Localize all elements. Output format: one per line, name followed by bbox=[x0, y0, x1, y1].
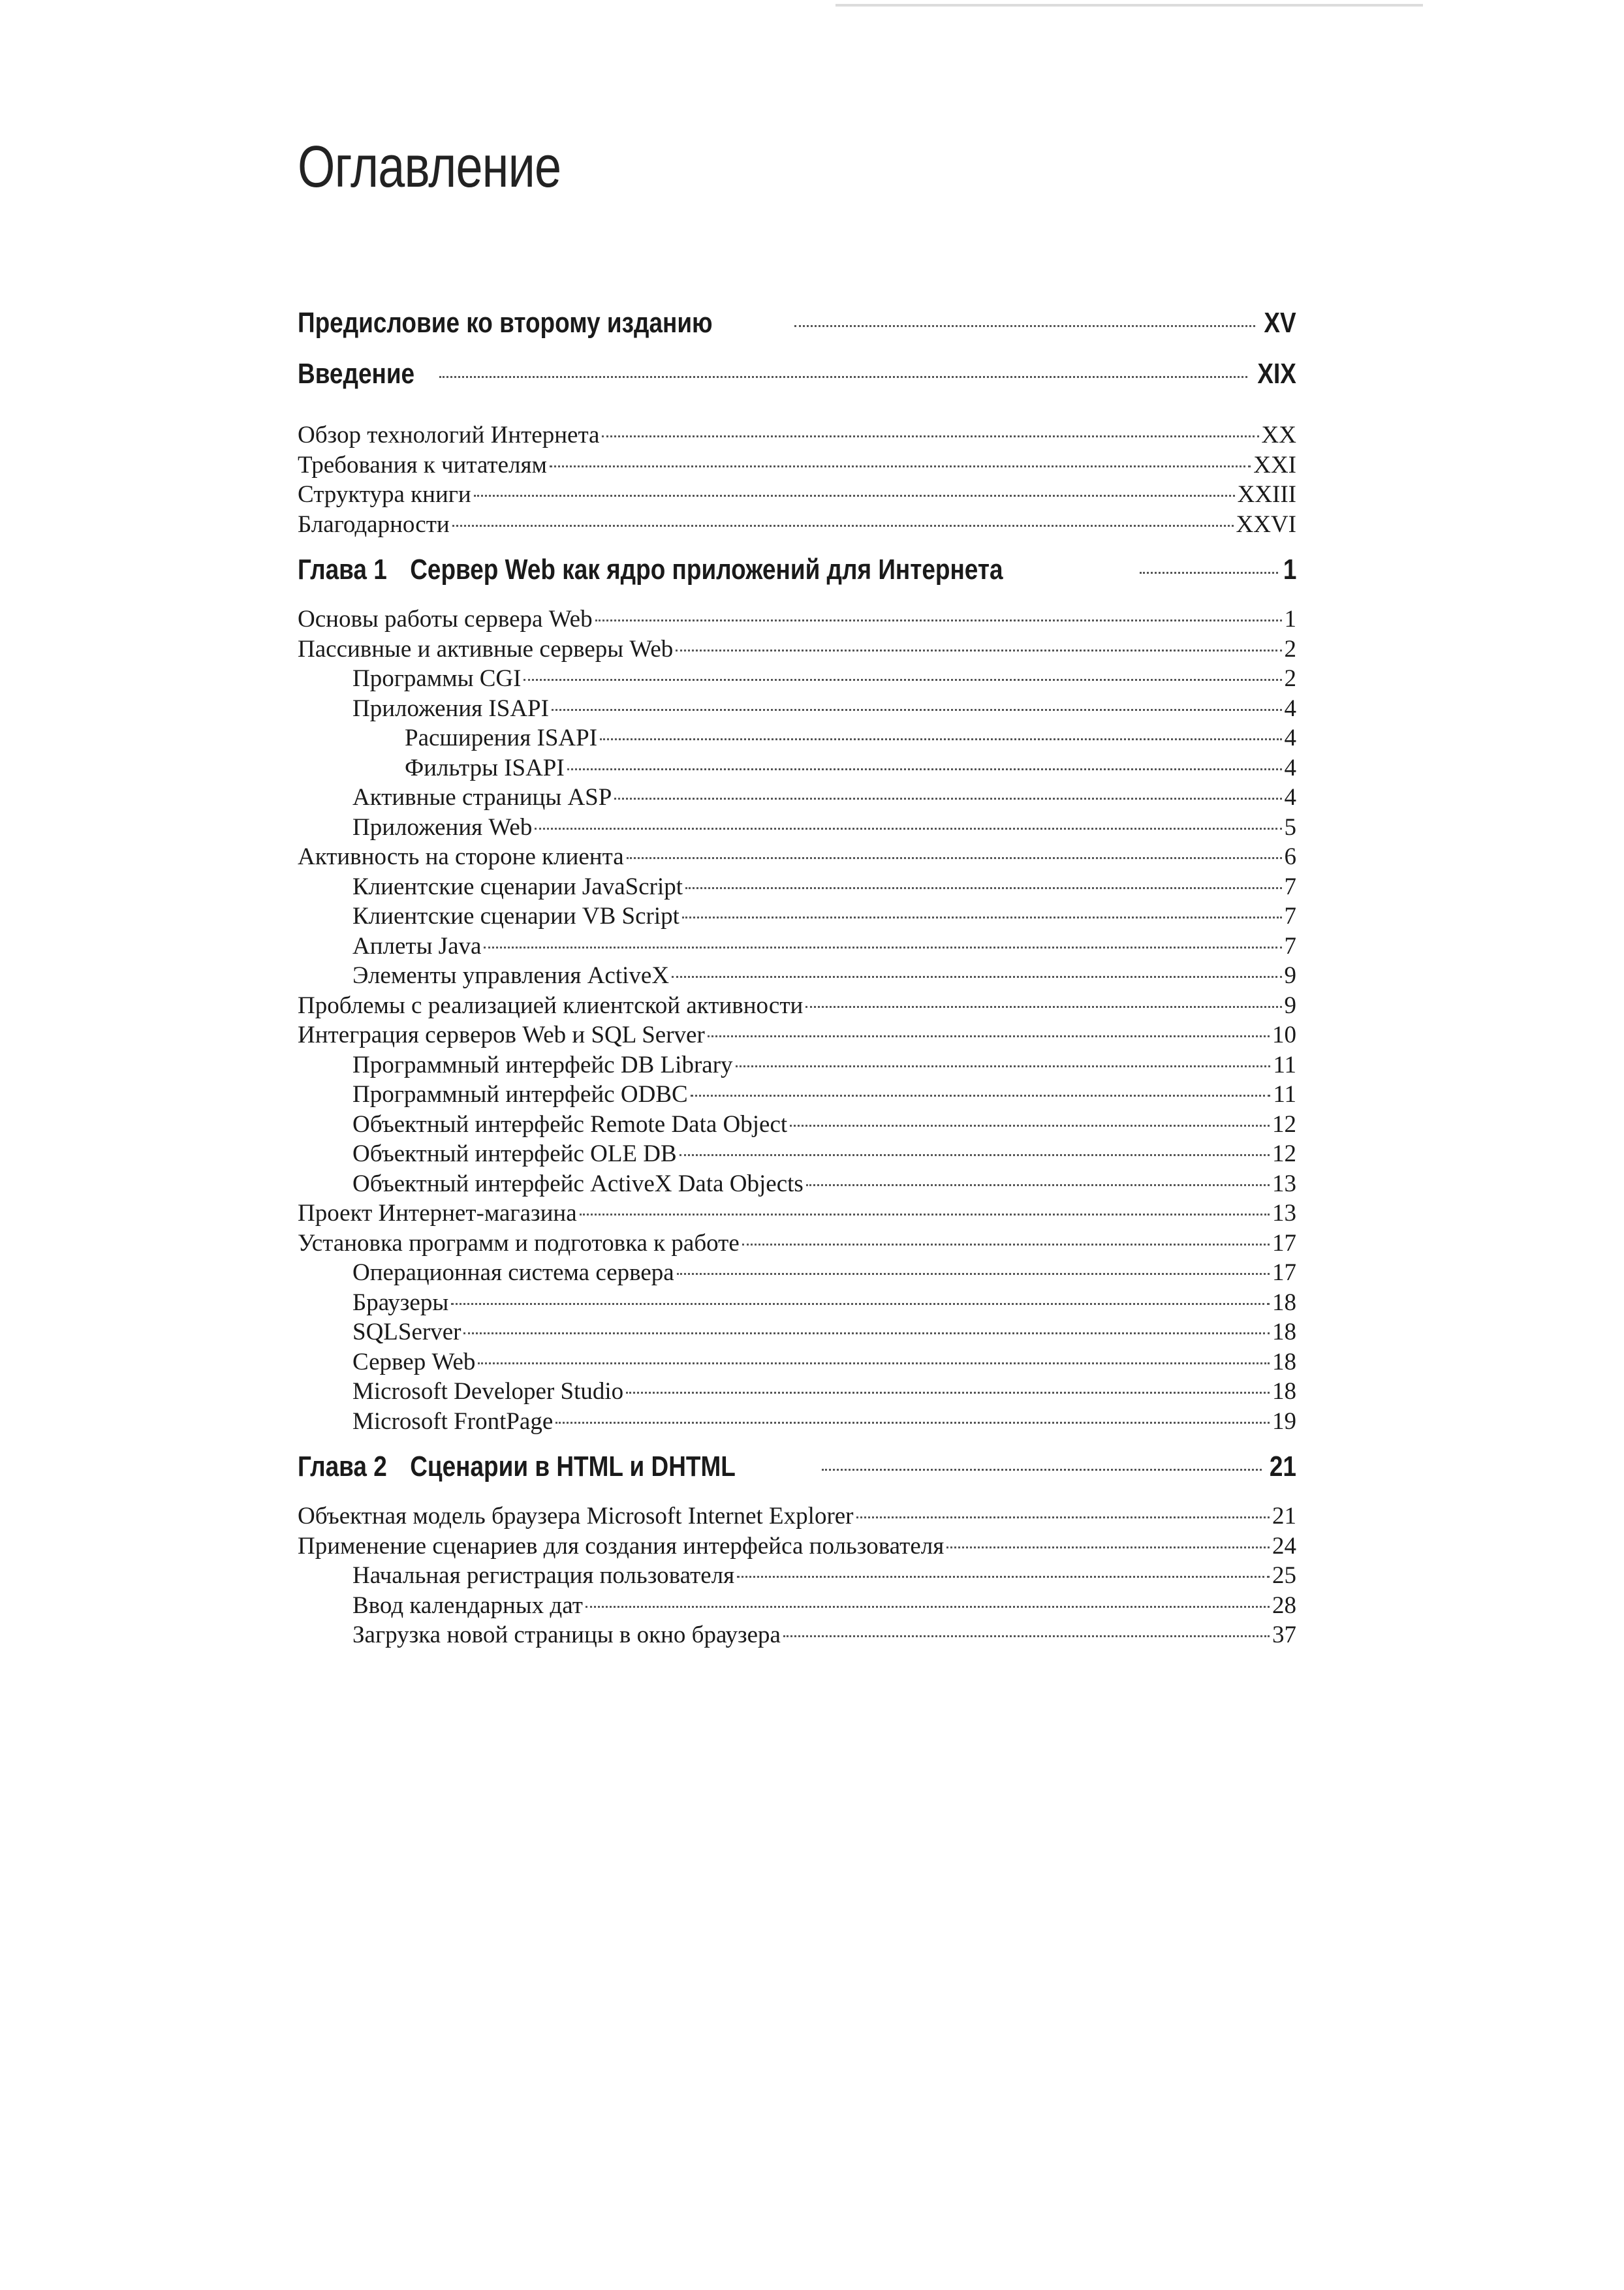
toc-entry-label: Структура книги bbox=[298, 481, 471, 508]
toc-entry-label: Объектный интерфейс Remote Data Object bbox=[352, 1110, 788, 1138]
toc-page-number: 24 bbox=[1272, 1532, 1296, 1560]
toc-entry[interactable] bbox=[298, 1139, 1296, 1169]
dot-leader bbox=[736, 1065, 1271, 1067]
dot-leader bbox=[790, 1125, 1270, 1127]
dot-leader bbox=[626, 1392, 1270, 1394]
toc-entry[interactable] bbox=[298, 753, 1296, 783]
toc-page-number: 12 bbox=[1272, 1110, 1296, 1138]
dot-leader bbox=[685, 887, 1281, 889]
dot-leader bbox=[580, 1214, 1270, 1216]
toc-entry[interactable] bbox=[298, 783, 1296, 813]
toc-entry-label: Операционная система сервера bbox=[352, 1259, 674, 1286]
toc-entry[interactable] bbox=[298, 1229, 1296, 1259]
toc-page-number: 25 bbox=[1272, 1562, 1296, 1589]
toc-entry[interactable] bbox=[298, 991, 1296, 1021]
dot-leader bbox=[600, 738, 1281, 740]
toc-page-number: 18 bbox=[1272, 1348, 1296, 1375]
dot-leader bbox=[677, 1273, 1270, 1275]
toc-entry-label: Элементы управления ActiveX bbox=[352, 962, 670, 989]
toc-page-number: XV bbox=[1264, 307, 1296, 339]
toc-page-number: 11 bbox=[1273, 1051, 1296, 1078]
toc-page-number: 17 bbox=[1272, 1229, 1296, 1257]
toc-page-number: 4 bbox=[1284, 754, 1296, 781]
toc-page-number: 1 bbox=[1284, 606, 1296, 633]
toc-entry[interactable] bbox=[298, 723, 1296, 753]
scan-edge-line bbox=[835, 4, 1423, 7]
toc-page-number: 2 bbox=[1284, 665, 1296, 692]
toc-page-number: 4 bbox=[1284, 695, 1296, 722]
toc-entry[interactable] bbox=[298, 480, 1296, 510]
toc-entry-label: Объектный интерфейс OLE DB bbox=[352, 1140, 677, 1167]
toc-entry-label: Активность на стороне клиента bbox=[298, 843, 624, 870]
chapter-page-number: 21 bbox=[1269, 1451, 1296, 1482]
toc-entry-label: Интеграция серверов Web и SQL Server bbox=[298, 1022, 705, 1048]
toc-page-number: 7 bbox=[1284, 873, 1296, 900]
dot-leader bbox=[856, 1516, 1270, 1518]
toc-entry-label: Объектный интерфейс ActiveX Data Objects bbox=[352, 1170, 804, 1197]
toc-entry-label: Проблемы с реализацией клиентской активности bbox=[298, 992, 804, 1019]
toc-entry-label: Сервер Web bbox=[352, 1348, 476, 1375]
toc-page-number: 2 bbox=[1284, 635, 1296, 663]
toc-entry[interactable] bbox=[298, 510, 1296, 540]
toc-entry[interactable] bbox=[298, 1591, 1296, 1621]
toc-entry-label: Клиентские сценарии VB Script bbox=[352, 903, 679, 930]
dot-leader bbox=[737, 1576, 1270, 1578]
toc-entry[interactable] bbox=[298, 664, 1296, 694]
toc-page-number: 9 bbox=[1284, 962, 1296, 989]
dot-leader bbox=[708, 1035, 1270, 1037]
toc-entry[interactable] bbox=[298, 450, 1296, 480]
toc-entry-label: Приложения ISAPI bbox=[352, 695, 549, 722]
toc-entry[interactable] bbox=[298, 1258, 1296, 1288]
toc-entry-label: Благодарности bbox=[298, 510, 450, 538]
toc-entry-label: Требования к читателям bbox=[298, 451, 547, 478]
toc-entry[interactable] bbox=[298, 1288, 1296, 1318]
dot-leader bbox=[946, 1546, 1270, 1548]
toc-page-number: XXI bbox=[1253, 451, 1296, 478]
toc-entry-label: Проект Интернет-магазина bbox=[298, 1200, 577, 1227]
toc-entry-label: Предисловие ко второму изданию bbox=[298, 307, 713, 339]
toc-entry-label: Microsoft FrontPage bbox=[352, 1407, 554, 1435]
dot-leader bbox=[452, 525, 1234, 527]
toc-entry[interactable] bbox=[298, 842, 1296, 872]
toc-entry-label: Загрузка новой страницы в окно браузера bbox=[352, 1622, 781, 1648]
toc-page-number: 4 bbox=[1284, 784, 1296, 811]
toc-page-number: XIX bbox=[1257, 358, 1296, 390]
page-title: Оглавление bbox=[298, 134, 561, 200]
toc-entry-label: Введение bbox=[298, 358, 415, 390]
toc-entry[interactable] bbox=[298, 1561, 1296, 1591]
dot-leader bbox=[682, 917, 1282, 918]
dot-leader bbox=[1140, 572, 1277, 574]
front-matter-list bbox=[298, 307, 1296, 409]
toc-page-number: 37 bbox=[1272, 1622, 1296, 1648]
toc-entry-label: Фильтры ISAPI bbox=[405, 754, 565, 781]
toc-entry-label: SQLServer bbox=[352, 1319, 461, 1345]
toc-entry[interactable] bbox=[298, 961, 1296, 991]
toc-entry-label: Начальная регистрация пользователя bbox=[352, 1562, 735, 1589]
toc-entry-label: Пассивные и активные серверы Web bbox=[298, 635, 674, 663]
chapter-number: Глава 2 bbox=[298, 1451, 387, 1482]
toc-entry-label: Расширения ISAPI bbox=[405, 725, 598, 751]
toc-page-number: 4 bbox=[1284, 725, 1296, 751]
toc-entry[interactable] bbox=[298, 1347, 1296, 1377]
dot-leader bbox=[555, 1422, 1270, 1424]
toc-page-number: XXIII bbox=[1237, 481, 1296, 508]
toc-entry[interactable] bbox=[298, 1620, 1296, 1650]
toc-entry[interactable] bbox=[298, 902, 1296, 932]
dot-leader bbox=[474, 495, 1235, 497]
toc-page-number: 19 bbox=[1272, 1407, 1296, 1435]
chapter-heading[interactable] bbox=[298, 1451, 1296, 1496]
dot-leader bbox=[463, 1332, 1270, 1334]
chapter-title: Сценарии в HTML и DHTML bbox=[410, 1451, 736, 1482]
dot-leader bbox=[586, 1606, 1270, 1608]
dot-leader bbox=[822, 1469, 1262, 1471]
dot-leader bbox=[523, 679, 1281, 681]
dot-leader bbox=[484, 947, 1281, 949]
toc-entry-label: Основы работы сервера Web bbox=[298, 606, 593, 633]
toc-entry-label: Программный интерфейс ODBC bbox=[352, 1081, 688, 1108]
chapter-title: Сервер Web как ядро приложений для Интернета bbox=[410, 554, 1003, 586]
toc-entry[interactable] bbox=[298, 1531, 1296, 1561]
toc-entry-label: Активные страницы ASP bbox=[352, 784, 612, 811]
dot-leader bbox=[451, 1303, 1270, 1305]
toc-entry-label: Аплеты Java bbox=[352, 932, 482, 960]
dot-leader bbox=[679, 1154, 1270, 1156]
toc-entry-label: Применение сценариев для создания интерфейса пользователя bbox=[298, 1532, 945, 1560]
dot-leader bbox=[550, 465, 1251, 467]
chapter-page-number: 1 bbox=[1283, 554, 1296, 586]
dot-leader bbox=[627, 857, 1282, 859]
chapter-number: Глава 1 bbox=[298, 554, 387, 586]
toc-entry[interactable] bbox=[298, 1169, 1296, 1199]
toc-page-number: 11 bbox=[1273, 1081, 1296, 1108]
toc-page-number: 17 bbox=[1272, 1259, 1296, 1286]
toc-page-number: 21 bbox=[1272, 1503, 1296, 1529]
toc-page-number: XXVI bbox=[1236, 510, 1296, 538]
dot-leader bbox=[567, 768, 1282, 770]
toc-page-number: 18 bbox=[1272, 1289, 1296, 1316]
chapter-heading-text bbox=[298, 554, 1003, 586]
intro-sections-list bbox=[298, 420, 1296, 539]
dot-leader bbox=[672, 976, 1281, 978]
chapter-heading-text bbox=[298, 1451, 736, 1483]
toc-entry[interactable] bbox=[298, 1020, 1296, 1050]
toc-entry-label: Браузеры bbox=[352, 1289, 449, 1316]
toc-page-number: 18 bbox=[1272, 1378, 1296, 1405]
dot-leader bbox=[676, 650, 1281, 651]
dot-leader bbox=[552, 709, 1282, 711]
toc-entry[interactable] bbox=[298, 604, 1296, 635]
toc-entry[interactable] bbox=[298, 1050, 1296, 1080]
dot-leader bbox=[783, 1635, 1270, 1637]
dot-leader bbox=[691, 1095, 1271, 1097]
toc-entry[interactable] bbox=[298, 932, 1296, 962]
toc-entry-label: Программный интерфейс DB Library bbox=[352, 1051, 733, 1078]
toc-entry[interactable] bbox=[298, 813, 1296, 843]
toc-entry[interactable] bbox=[298, 1317, 1296, 1347]
toc-entry[interactable] bbox=[298, 635, 1296, 665]
dot-leader bbox=[439, 376, 1247, 378]
toc-page-number: 13 bbox=[1272, 1200, 1296, 1227]
dot-leader bbox=[805, 1006, 1281, 1008]
dot-leader bbox=[742, 1244, 1270, 1246]
toc-entry-label: Программы CGI bbox=[352, 665, 522, 692]
toc-page-number: 13 bbox=[1272, 1170, 1296, 1197]
toc-page-number: XX bbox=[1261, 422, 1296, 448]
toc-entry-label: Приложения Web bbox=[352, 813, 533, 841]
dot-leader bbox=[794, 325, 1256, 327]
toc-entry[interactable] bbox=[298, 420, 1296, 450]
dot-leader bbox=[602, 435, 1258, 437]
dot-leader bbox=[614, 798, 1281, 800]
toc-entry-label: Установка программ и подготовка к работе bbox=[298, 1229, 740, 1257]
dot-leader bbox=[478, 1362, 1270, 1364]
toc-entry-label: Объектная модель браузера Microsoft Internet Explorer bbox=[298, 1503, 854, 1529]
toc-entry-label: Ввод календарных дат bbox=[352, 1592, 583, 1619]
toc-entry[interactable] bbox=[298, 694, 1296, 724]
front-matter-entry[interactable] bbox=[298, 307, 1296, 358]
toc-page-number: 28 bbox=[1272, 1592, 1296, 1619]
toc-entry[interactable] bbox=[298, 1080, 1296, 1110]
front-matter-entry[interactable] bbox=[298, 358, 1296, 409]
toc-page-number: 7 bbox=[1284, 932, 1296, 960]
dot-leader bbox=[535, 828, 1281, 830]
toc-entry[interactable] bbox=[298, 1501, 1296, 1531]
toc-entry-label: Microsoft Developer Studio bbox=[352, 1378, 624, 1405]
toc-page-number: 10 bbox=[1272, 1022, 1296, 1048]
toc-entry[interactable] bbox=[298, 1199, 1296, 1229]
toc-entry[interactable] bbox=[298, 872, 1296, 902]
toc-page-number: 12 bbox=[1272, 1140, 1296, 1167]
toc-page-number: 18 bbox=[1272, 1319, 1296, 1345]
toc-page-number: 5 bbox=[1284, 813, 1296, 841]
chapters-list bbox=[298, 554, 1296, 1650]
toc-page-number: 7 bbox=[1284, 903, 1296, 930]
toc-entry[interactable] bbox=[298, 1110, 1296, 1140]
toc-entry[interactable] bbox=[298, 1407, 1296, 1437]
chapter-heading[interactable] bbox=[298, 554, 1296, 599]
table-of-contents bbox=[298, 307, 1296, 1650]
toc-page-number: 6 bbox=[1284, 843, 1296, 870]
toc-entry-label: Обзор технологий Интернета bbox=[298, 422, 600, 448]
toc-page-number: 9 bbox=[1284, 992, 1296, 1019]
toc-entry[interactable] bbox=[298, 1377, 1296, 1407]
dot-leader bbox=[595, 620, 1282, 621]
toc-entry-label: Клиентские сценарии JavaScript bbox=[352, 873, 683, 900]
dot-leader bbox=[806, 1184, 1270, 1186]
